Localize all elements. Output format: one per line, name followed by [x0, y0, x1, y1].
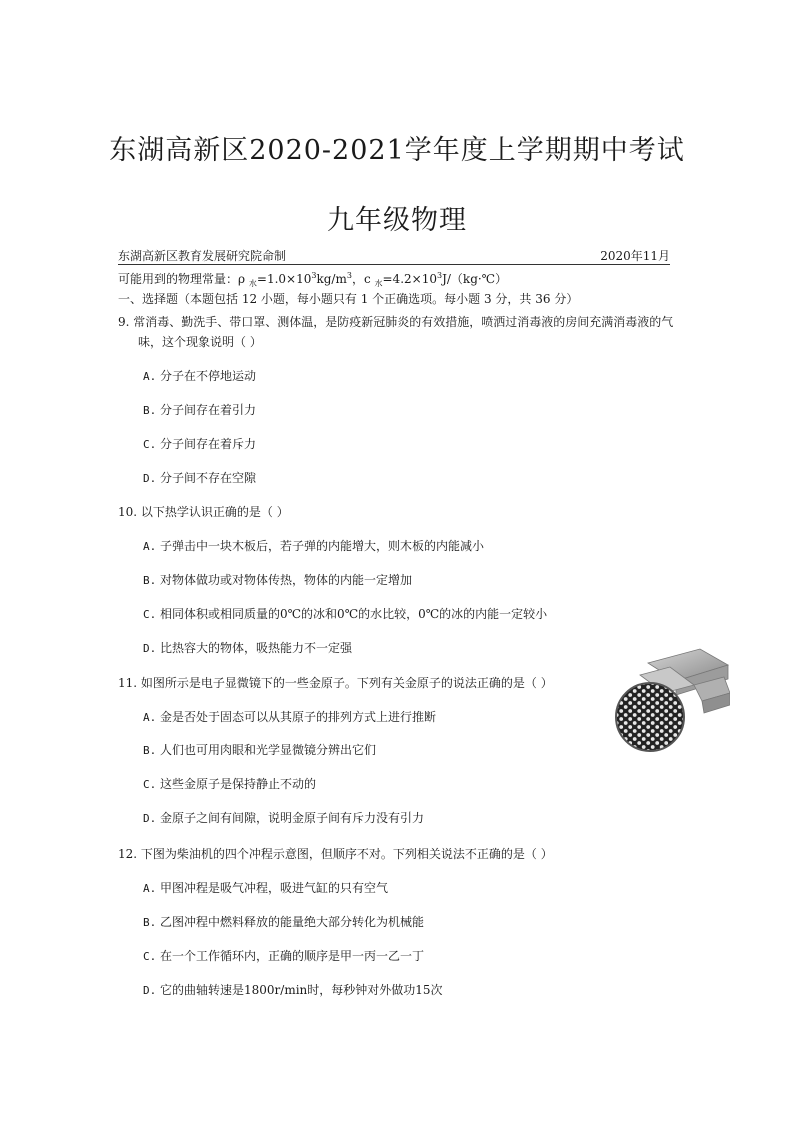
option-11-c [143, 775, 316, 792]
question-12 [118, 845, 553, 862]
option-letter: B. [143, 404, 157, 417]
c-exponent: 3 [436, 271, 443, 280]
atom-lens [616, 683, 684, 751]
option-text: 这些金原子是保持静止不动的 [160, 777, 317, 791]
option-11-d [143, 809, 424, 826]
option-9-d [143, 469, 256, 486]
option-text: 比热容大的物体，吸热能力不一定强 [160, 641, 353, 655]
question-10 [118, 503, 289, 520]
question-number: 12. [118, 847, 138, 861]
section-heading: 一、选择题（本题包括 12 小题，每小题只有 1 个正确选项。每小题 3 分，共 36 分） [118, 292, 579, 306]
option-letter: B. [143, 744, 157, 757]
option-letter: C. [143, 778, 157, 791]
option-letter: A. [143, 370, 157, 383]
c-subscript: 水 [374, 279, 383, 288]
option-text: 金原子之间有间隙，说明金原子间有斥力没有引力 [160, 811, 425, 825]
option-12-a [143, 879, 388, 896]
question-11 [118, 674, 553, 691]
option-10-b [143, 571, 412, 588]
option-text: 相同体积或相同质量的0℃的冰和0℃的水比较，0℃的冰的内能一定较小 [160, 607, 548, 621]
constants-label: 可能用到的物理常量： [118, 272, 239, 286]
option-text: 甲图冲程是吸气冲程，吸进气缸的只有空气 [160, 881, 389, 895]
option-12-c [143, 947, 424, 964]
option-letter: D. [143, 984, 157, 997]
option-letter: D. [143, 812, 157, 825]
option-text: 乙图冲程中燃料释放的能量绝大部分转化为机械能 [160, 915, 425, 929]
option-text: 金是否处于固态可以从其原子的排列方式上进行推断 [160, 710, 437, 724]
option-11-a [143, 708, 436, 725]
option-12-d [143, 981, 443, 998]
option-letter: A. [143, 540, 157, 553]
option-text: 子弹击中一块木板后，若子弹的内能增大，则木板的内能减小 [160, 539, 485, 553]
option-10-a [143, 537, 484, 554]
option-letter: A. [143, 711, 157, 724]
rho-unit-exponent: 3 [346, 271, 352, 280]
constants-separator: ，c [351, 272, 371, 286]
question-text: 以下热学认识正确的是（ ） [140, 505, 289, 519]
question-number: 11. [118, 676, 138, 690]
question-text-continued: 味，这个现象说明（ ） [138, 335, 262, 349]
option-letter: C. [143, 950, 157, 963]
issuer-line [118, 247, 670, 265]
option-text: 分子间不存在空隙 [160, 471, 257, 485]
exam-title: 东湖高新区2020-2021学年度上学期期中考试 [109, 135, 685, 166]
question-9 [118, 313, 673, 330]
exam-date: 2020年11月 [600, 249, 670, 263]
exam-subtitle: 九年级物理 [327, 205, 467, 236]
option-10-d [143, 639, 352, 656]
option-text: 分子间存在着引力 [160, 403, 257, 417]
option-9-c [143, 435, 256, 452]
option-text: 在一个工作循环内，正确的顺序是甲一丙一乙一丁 [160, 949, 425, 963]
option-letter: A. [143, 882, 157, 895]
rho-subscript: 水 [248, 279, 257, 288]
option-letter: B. [143, 574, 157, 587]
rho-symbol: ρ [238, 272, 246, 286]
option-letter: D. [143, 472, 157, 485]
option-12-b [143, 913, 424, 930]
question-text: 下图为柴油机的四个冲程示意图，但顺序不对。下列相关说法不正确的是（ ） [140, 847, 553, 861]
option-text: 它的曲轴转速是1800r/min时，每秒钟对外做功15次 [160, 983, 443, 997]
issuer: 东湖高新区教育发展研究院命制 [118, 249, 287, 263]
option-letter: B. [143, 916, 157, 929]
rho-unit: kg/m [316, 272, 347, 286]
c-unit: J/（kg·℃） [442, 272, 508, 286]
option-text: 分子在不停地运动 [160, 369, 257, 383]
option-text: 对物体做功或对物体传热，物体的内能一定增加 [160, 573, 413, 587]
c-value: =4.2×10 [382, 272, 437, 286]
option-10-c [143, 605, 547, 622]
question-text: 如图所示是电子显微镜下的一些金原子。下列有关金原子的说法正确的是（ ） [140, 676, 553, 690]
option-9-a [143, 367, 256, 384]
question-number: 10. [118, 505, 138, 519]
option-11-b [143, 741, 376, 758]
option-9-b [143, 401, 256, 418]
option-letter: C. [143, 608, 157, 621]
option-text: 分子间存在着斥力 [160, 437, 257, 451]
gold-atoms-figure [610, 645, 730, 755]
option-text: 人们也可用肉眼和光学显微镜分辨出它们 [160, 743, 377, 757]
physical-constants [118, 270, 507, 289]
rho-value: =1.0×10 [256, 272, 312, 286]
option-letter: D. [143, 642, 157, 655]
option-letter: C. [143, 438, 157, 451]
question-text: 常消毒、勤洗手、带口罩、测体温，是防疫新冠肺炎的有效措施，喷洒过消毒液的房间充满消毒液的气 [133, 315, 674, 329]
question-number: 9. [118, 315, 130, 329]
rho-exponent: 3 [311, 271, 317, 280]
